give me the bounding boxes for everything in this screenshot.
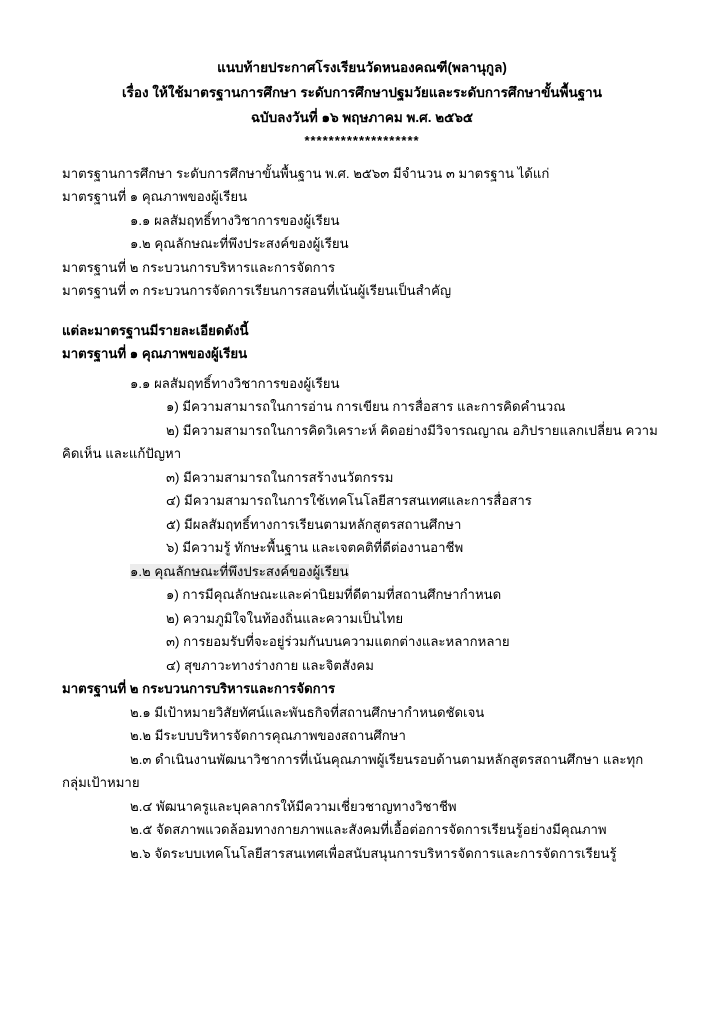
standard1-title: มาตรฐานที่ ๑ คุณภาพของผู้เรียน	[62, 346, 248, 362]
standard1-item-3: ๓) มีความสามารถในการสร้างนวัตกรรม	[166, 469, 394, 485]
standard1-item-1: ๑) มีความสามารถในการอ่าน การเขียน การสื่อสาร และการคิดคำนวณ	[166, 399, 566, 415]
standard2-item-3: ๒.๓ ดำเนินงานพัฒนาวิชาการที่เน้นคุณภาพผู้เรียนรอบด้านตามหลักสูตรสถานศึกษา และทุก	[130, 751, 644, 767]
standard2-item-5: ๒.๕ จัดสภาพแวดล้อมทางกายภาพและสังคมที่เอื้อต่อการจัดการเรียนรู้อย่างมีคุณภาพ	[130, 822, 607, 838]
header-line-1: แนบท้ายประกาศโรงเรียนวัดหนองคณฑี(พลานุกูล)	[217, 60, 507, 75]
standard2-title: มาตรฐานที่ ๒ กระบวนการบริหารและการจัดการ	[62, 681, 336, 697]
document-header	[62, 56, 662, 131]
detail-heading: แต่ละมาตรฐานมีรายละเอียดดังนี้	[62, 322, 249, 338]
standard1-item-6: ๖) มีความรู้ ทักษะพื้นฐาน และเจตคติที่ดีต่องานอาชีพ	[166, 540, 464, 556]
standard1-b-item-4: ๔) สุขภาวะทางร่างกาย และจิตสังคม	[166, 657, 374, 673]
intro-line-1: มาตรฐานการศึกษา ระดับการศึกษาขั้นพื้นฐาน พ.ศ. ๒๕๖๓ มีจำนวน ๓ มาตรฐาน ได้แก่	[62, 165, 550, 181]
standard1-b-item-3: ๓) การยอมรับที่จะอยู่ร่วมกันบนความแตกต่างและหลากหลาย	[166, 634, 510, 650]
intro-standard-1: มาตรฐานที่ ๑ คุณภาพของผู้เรียน	[62, 189, 248, 205]
intro-standard-2: มาตรฐานที่ ๒ กระบวนการบริหารและการจัดการ	[62, 259, 336, 275]
standard1-item-2: ๒) มีความสามารถในการคิดวิเคราะห์ คิดอย่างมีวิจารณญาณ อภิปรายแลกเปลี่ยน ความ	[166, 422, 658, 438]
header-line-3: ฉบับลงวันที่ ๑๖ พฤษภาคม พ.ศ. ๒๕๖๕	[250, 109, 474, 125]
intro-sub-1-1: ๑.๑ ผลสัมฤทธิ์ทางวิชาการของผู้เรียน	[130, 212, 340, 228]
standard2-item-6: ๒.๖ จัดระบบเทคโนโลยีสารสนเทศเพื่อสนับสนุนการบริหารจัดการและการจัดการเรียนรู้	[130, 845, 617, 861]
standard2-item-1: ๒.๑ มีเป้าหมายวิสัยทัศน์และพันธกิจที่สถานศึกษากำหนดชัดเจน	[130, 704, 485, 720]
standard1-item-4: ๔) มีความสามารถในการใช้เทคโนโลยีสารสนเทศและการสื่อสาร	[166, 493, 532, 509]
standard2-item-3-continuation: กลุ่มเป้าหมาย	[62, 775, 140, 791]
standard1-item-5: ๕) มีผลสัมฤทธิ์ทางการเรียนตามหลักสูตรสถานศึกษา	[166, 516, 462, 532]
intro-sub-1-2: ๑.๒ คุณลักษณะที่พึงประสงค์ของผู้เรียน	[130, 236, 349, 252]
standard1-item-2-continuation: คิดเห็น และแก้ปัญหา	[62, 446, 182, 462]
standard2-item-4: ๒.๔ พัฒนาครูและบุคลากรให้มีความเชี่ยวชาญทางวิชาชีพ	[130, 798, 457, 814]
standard1-b-item-2: ๒) ความภูมิใจในท้องถิ่นและความเป็นไทย	[166, 610, 404, 626]
star-divider: *******************	[304, 132, 420, 148]
standard2-item-2: ๒.๒ มีระบบบริหารจัดการคุณภาพของสถานศึกษา	[130, 728, 406, 744]
standard1-section2-title	[62, 560, 662, 584]
standard1-section1-title: ๑.๑ ผลสัมฤทธิ์ทางวิชาการของผู้เรียน	[130, 375, 340, 391]
standard1-section2-title-text: ๑.๒ คุณลักษณะที่พึงประสงค์ของผู้เรียน	[130, 563, 349, 579]
spacer-1	[62, 303, 662, 319]
standard1-b-item-1: ๑) การมีคุณลักษณะและค่านิยมที่ดีตามที่สถานศึกษากำหนด	[166, 587, 502, 603]
intro-standard-3: มาตรฐานที่ ๓ กระบวนการจัดการเรียนการสอนที่เน้นผู้เรียนเป็นสำคัญ	[62, 283, 452, 299]
document-body	[62, 162, 662, 866]
header-line-2: เรื่อง ให้ใช้มาตรฐานการศึกษา ระดับการศึกษาปฐมวัยและระดับการศึกษาขั้นพื้นฐาน	[122, 84, 602, 100]
